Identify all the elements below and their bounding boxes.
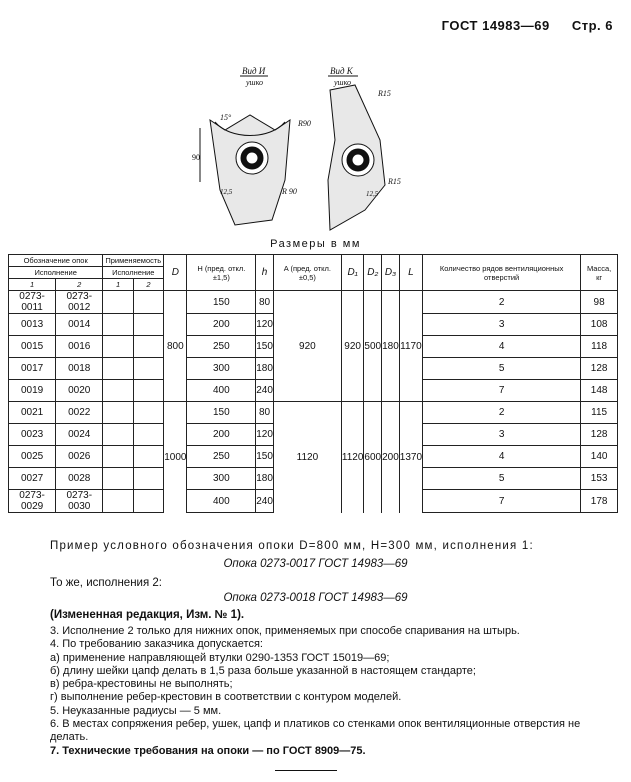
cell-h-big: 300 xyxy=(187,468,256,490)
cell-mass: 153 xyxy=(581,468,618,490)
note-item: в) ребра-крестовины не выполнять; xyxy=(50,678,233,691)
cell-e1: 0013 xyxy=(9,314,56,336)
header-sub-3: 1 xyxy=(103,279,133,291)
cell-h-small: 240 xyxy=(256,490,274,513)
page-number: Стр. 6 xyxy=(571,18,613,33)
cell-h-big: 200 xyxy=(187,424,256,446)
edition-note: (Измененная редакция, Изм. № 1). xyxy=(50,609,245,621)
cell-app1 xyxy=(103,291,133,314)
cell-h-small: 120 xyxy=(256,424,274,446)
cell-l: 1370 xyxy=(399,402,422,513)
cell-h-small: 180 xyxy=(256,358,274,380)
cell-d: 1000 xyxy=(164,402,187,513)
header-sub-1: 1 xyxy=(9,279,56,291)
cell-h-big: 250 xyxy=(187,446,256,468)
cell-app2 xyxy=(133,291,163,314)
note-item: 4. По требованию заказчика допускается: xyxy=(50,638,263,651)
cell-app2 xyxy=(133,402,163,424)
cell-d3: 180 xyxy=(382,291,400,402)
dimensions-table xyxy=(8,254,618,513)
example-designation-2: Опока 0273-0018 ГОСТ 14983—69 xyxy=(223,592,408,604)
cell-e1: 0023 xyxy=(9,424,56,446)
cell-h-big: 400 xyxy=(187,490,256,513)
cell-app1 xyxy=(103,314,133,336)
cell-d: 800 xyxy=(164,291,187,402)
table-row xyxy=(9,402,618,424)
cell-vents: 4 xyxy=(423,336,581,358)
note-item: 3. Исполнение 2 только для нижних опок, применяемых при способе спаривания на штырь. xyxy=(50,625,520,637)
table-row xyxy=(9,291,618,314)
gost-number: ГОСТ 14983—69 xyxy=(441,18,550,33)
cell-app1 xyxy=(103,380,133,402)
cell-h-big: 300 xyxy=(187,358,256,380)
cell-app2 xyxy=(133,468,163,490)
cell-app1 xyxy=(103,358,133,380)
dim-15deg-label: 15° xyxy=(220,113,232,122)
cell-h-big: 150 xyxy=(187,291,256,314)
header-d3: D₃ xyxy=(382,255,400,291)
cell-vents: 3 xyxy=(423,424,581,446)
cell-l: 1170 xyxy=(399,291,422,402)
cell-mass: 178 xyxy=(581,490,618,513)
cell-app1 xyxy=(103,424,133,446)
header-designation: Обозначение опок xyxy=(9,255,103,267)
note-item: г) выполнение ребер-крестовин в соответствии с контуром моделей. xyxy=(50,691,402,704)
cell-e2: 0026 xyxy=(56,446,103,468)
cell-h-small: 150 xyxy=(256,446,274,468)
cell-d2: 600 xyxy=(364,402,382,513)
cell-a: 1120 xyxy=(273,402,341,513)
cell-d2: 500 xyxy=(364,291,382,402)
cell-h-big: 200 xyxy=(187,314,256,336)
header-l: L xyxy=(399,255,422,291)
cell-mass: 108 xyxy=(581,314,618,336)
cell-vents: 3 xyxy=(423,314,581,336)
cell-e2: 0014 xyxy=(56,314,103,336)
cell-h-big: 250 xyxy=(187,336,256,358)
note-item: б) длину шейки цапф делать в 1,5 раза больше указанной в настоящем стандарте; xyxy=(50,664,476,677)
cell-app2 xyxy=(133,358,163,380)
cell-vents: 7 xyxy=(423,490,581,513)
cell-app2 xyxy=(133,336,163,358)
cell-h-small: 80 xyxy=(256,402,274,424)
cell-app2 xyxy=(133,380,163,402)
cell-d1: 1120 xyxy=(341,402,364,513)
note-item: 6. В местах сопряжения ребер, ушек, цапф и платиков со стенками опок вентиляционные отверстия не делать. xyxy=(50,718,581,744)
cell-a: 920 xyxy=(273,291,341,402)
page-header xyxy=(424,18,613,33)
header-h-small: h xyxy=(256,255,274,291)
cell-app1 xyxy=(103,336,133,358)
cell-e2: 0018 xyxy=(56,358,103,380)
header-mass: Масса, кг xyxy=(581,255,618,291)
cell-h-small: 120 xyxy=(256,314,274,336)
dim-r90-label: R 90 xyxy=(282,187,297,196)
cell-vents: 4 xyxy=(423,446,581,468)
cell-h-small: 150 xyxy=(256,336,274,358)
cell-vents: 5 xyxy=(423,358,581,380)
cell-h-big: 150 xyxy=(187,402,256,424)
header-d2: D₂ xyxy=(364,255,382,291)
cell-vents: 5 xyxy=(423,468,581,490)
example-heading: Пример условного обозначения опоки D=800 мм, H=300 мм, исполнения 1: xyxy=(50,540,534,552)
dim-r15a-label: R15 xyxy=(378,89,391,98)
cell-app1 xyxy=(103,490,133,513)
cell-e1: 0273-0011 xyxy=(9,291,56,314)
view-k xyxy=(297,66,401,230)
cell-app2 xyxy=(133,314,163,336)
cell-e2: 0020 xyxy=(56,380,103,402)
table-body xyxy=(9,291,618,513)
cell-h-small: 180 xyxy=(256,468,274,490)
example-designation-1: Опока 0273-0017 ГОСТ 14983—69 xyxy=(223,558,408,570)
cell-h-big: 400 xyxy=(187,380,256,402)
cell-mass: 128 xyxy=(581,424,618,446)
header-vents: Количество рядов вентиляционных отверстий xyxy=(423,255,581,291)
header-d1: D₁ xyxy=(341,255,364,291)
note-item: 5. Неуказанные радиусы — 5 мм. xyxy=(50,704,222,717)
cell-e2: 0028 xyxy=(56,468,103,490)
cell-e1: 0019 xyxy=(9,380,56,402)
dim-90-label: 90 xyxy=(192,153,200,162)
header-h-big: H (пред. откл. ±1,5) xyxy=(187,255,256,291)
cell-d1: 920 xyxy=(341,291,364,402)
cell-e1: 0025 xyxy=(9,446,56,468)
cell-app2 xyxy=(133,490,163,513)
view-k-title: Вид К xyxy=(330,66,353,76)
table-caption: Размеры в мм xyxy=(270,238,361,250)
cell-mass: 98 xyxy=(581,291,618,314)
dim-12-5b-label: 12,5 xyxy=(366,190,379,198)
cell-mass: 128 xyxy=(581,358,618,380)
view-i-sub: ушко xyxy=(246,78,264,87)
view-k-sub: ушко xyxy=(334,78,352,87)
cell-vents: 7 xyxy=(423,380,581,402)
cell-e1: 0027 xyxy=(9,468,56,490)
cell-app2 xyxy=(133,446,163,468)
cell-e1: 0273-0029 xyxy=(9,490,56,513)
cell-e1: 0017 xyxy=(9,358,56,380)
cell-e1: 0015 xyxy=(9,336,56,358)
cell-vents: 2 xyxy=(423,291,581,314)
view-i xyxy=(192,66,297,225)
cell-app1 xyxy=(103,468,133,490)
cell-h-small: 240 xyxy=(256,380,274,402)
technical-drawing xyxy=(180,60,450,235)
cell-e2: 0016 xyxy=(56,336,103,358)
cell-d3: 200 xyxy=(382,402,400,513)
header-execution: Исполнение xyxy=(9,267,103,279)
cell-e1: 0021 xyxy=(9,402,56,424)
header-sub-4: 2 xyxy=(133,279,163,291)
header-a: A (пред. откл. ±0,5) xyxy=(273,255,341,291)
note-item: 7. Технические требования на опоки — по ГОСТ 8909—75. xyxy=(50,744,366,757)
cell-mass: 140 xyxy=(581,446,618,468)
cell-mass: 118 xyxy=(581,336,618,358)
cell-mass: 115 xyxy=(581,402,618,424)
example-same-line: То же, исполнения 2: xyxy=(50,577,162,589)
cell-vents: 2 xyxy=(423,402,581,424)
header-application: Применяемость xyxy=(103,255,164,267)
dim-12-5-label: 12,5 xyxy=(220,188,233,196)
cell-app2 xyxy=(133,424,163,446)
header-app-execution: Исполнение xyxy=(103,267,164,279)
header-d: D xyxy=(164,255,187,291)
view-i-title: Вид И xyxy=(242,66,266,76)
dim-r90b-label: R90 xyxy=(298,119,311,128)
dim-r15b-label: R15 xyxy=(388,177,401,186)
footer-rule xyxy=(275,770,337,771)
notes-list xyxy=(50,625,610,758)
cell-app1 xyxy=(103,402,133,424)
cell-e2: 0024 xyxy=(56,424,103,446)
cell-mass: 148 xyxy=(581,380,618,402)
cell-e2: 0022 xyxy=(56,402,103,424)
cell-e2: 0273-0012 xyxy=(56,291,103,314)
cell-app1 xyxy=(103,446,133,468)
note-item: а) применение направляющей втулки 0290-1353 ГОСТ 15019—69; xyxy=(50,651,390,664)
header-sub-2: 2 xyxy=(56,279,103,291)
cell-h-small: 80 xyxy=(256,291,274,314)
cell-e2: 0273-0030 xyxy=(56,490,103,513)
